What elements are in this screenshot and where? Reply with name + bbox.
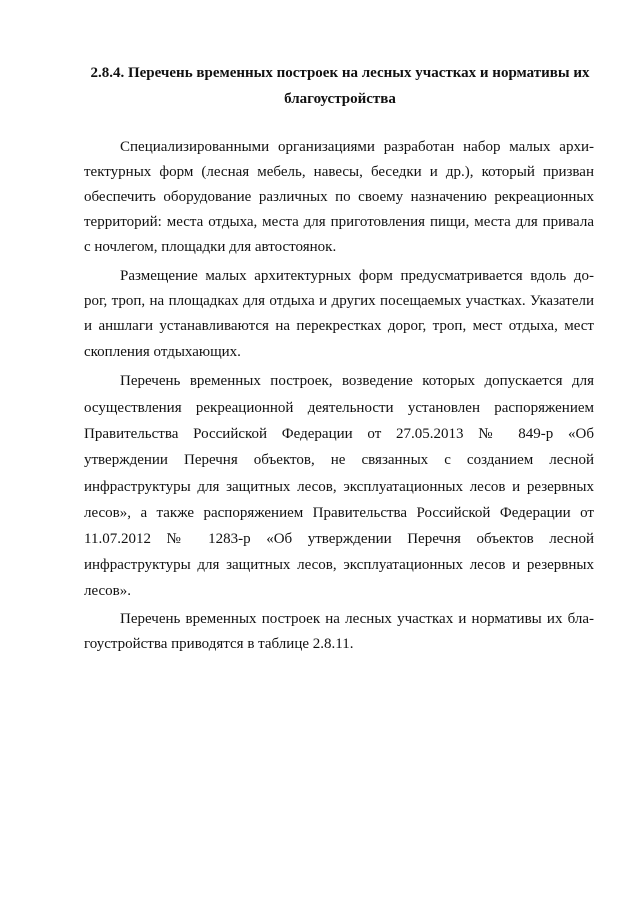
paragraph-3-line: лесов», а также распоряжением Правительства Российской Федерации от: [84, 505, 594, 521]
paragraph-2-line: и аншлаги устанавливаются на перекрестках дорог, троп, мест отдыха, мест: [84, 318, 594, 334]
section-heading: 2.8.4. Перечень временных построек на лесных участках и нормативы их: [90, 65, 590, 81]
paragraph-3-line: лесов».: [84, 583, 132, 599]
paragraph-3-line: инфраструктуры для защитных лесов, эксплуатационных лесов и резервных: [84, 557, 594, 573]
paragraph-3-line: 11.07.2012 № 1283-р «Об утверждении Перечня объектов лесной: [84, 531, 594, 547]
paragraph-3-line: утверждении Перечня объектов, не связанных с созданием лесной: [84, 452, 594, 468]
paragraph-1-line: обеспечить оборудование различных по своему назначению рекреационных: [84, 189, 594, 205]
section-heading-continuation: благоустройства: [284, 91, 396, 107]
paragraph-3-line: осуществления рекреационной деятельности установлен распоряжением: [84, 400, 594, 416]
paragraph-4-line: гоустройства приводятся в таблице 2.8.11.: [84, 636, 354, 652]
paragraph-3-line: инфраструктуры для защитных лесов, эксплуатационных лесов и резервных: [84, 479, 594, 495]
paragraph-3-line: Перечень временных построек, возведение которых допускается для: [120, 373, 594, 389]
paragraph-1-line: тектурных форм (лесная мебель, навесы, беседки и др.), который призван: [84, 164, 594, 180]
paragraph-2-line: Размещение малых архитектурных форм предусматривается вдоль до-: [120, 268, 594, 284]
paragraph-1-line: с ночлегом, площадки для автостоянок.: [84, 239, 337, 255]
paragraph-2-line: рог, троп, на площадках для отдыха и других посещаемых участках. Указатели: [84, 293, 594, 309]
paragraph-1-line: территорий: места отдыха, места для приготовления пищи, места для привала: [84, 214, 594, 230]
paragraph-1-line: Специализированными организациями разработан набор малых архи-: [120, 139, 594, 155]
paragraph-4-line: Перечень временных построек на лесных участках и нормативы их бла-: [120, 611, 594, 627]
paragraph-3-line: Правительства Российской Федерации от 27.05.2013 № 849-р «Об: [84, 426, 594, 442]
paragraph-2-line: скопления отдыхающих.: [84, 344, 241, 360]
